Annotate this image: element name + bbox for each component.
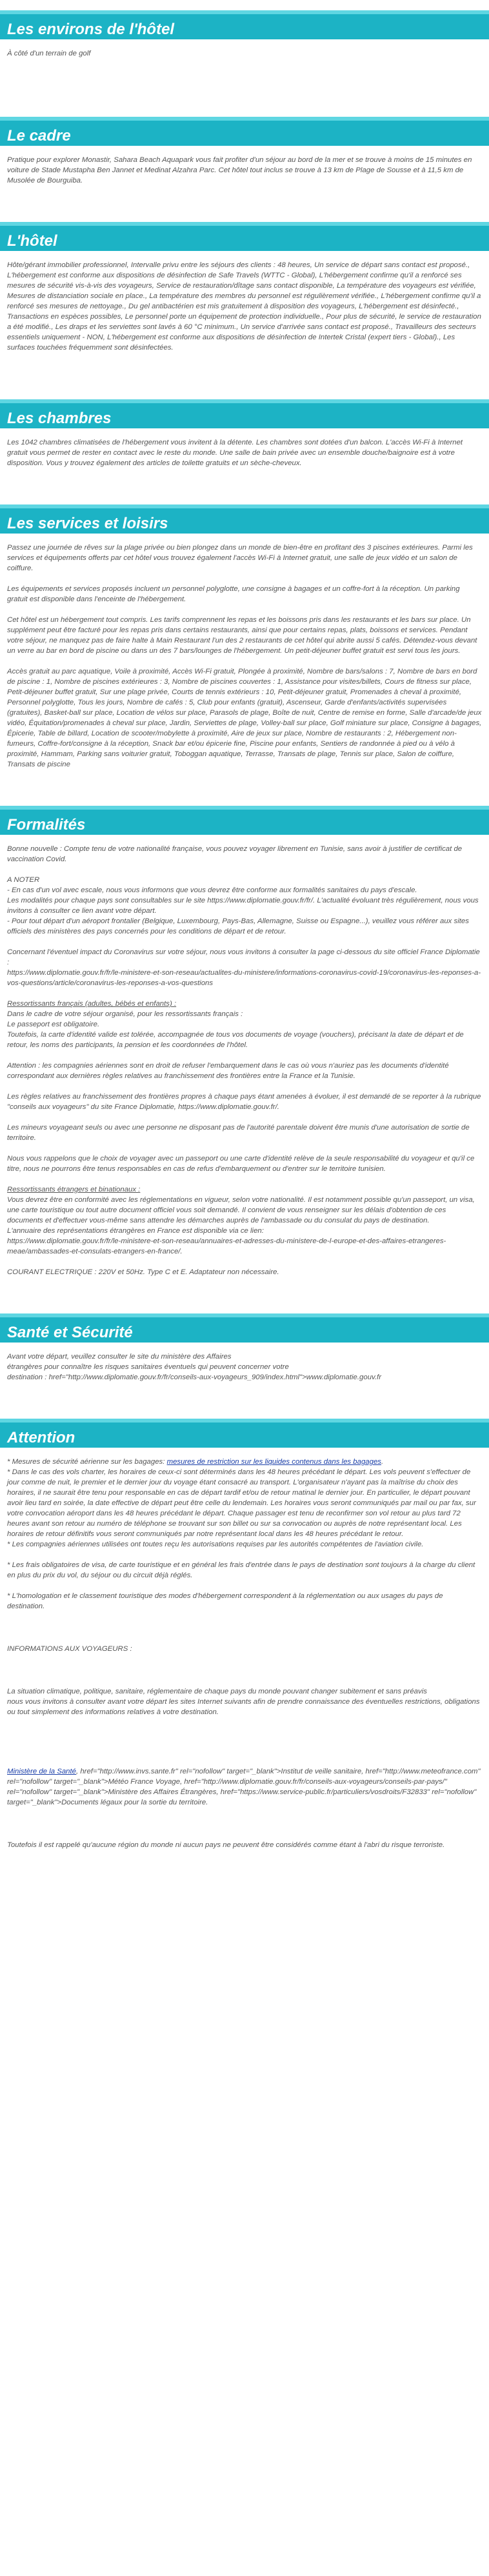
formalites-attention: Attention : les compagnies aériennes sont en droit de refuser l'embarquement dans le cas où vous n'auriez pas les documents d'identité correspondant aux dernières règles relatives au franchissement des frontières entre la France et la Tunisie. bbox=[7, 1062, 449, 1080]
chambres-text: Les 1042 chambres climatisées de l'hébergement vous invitent à la détente. Les chambres sont dotées d'un balcon. L'accès Wi-Fi à Internet gratuit vous permet de rester en contact avec le reste du monde. Une salle de bain privée avec un ensemble douche/baignoire est à votre disposition. Vous y trouvez également des articles de toilette gratuits et un sèche-cheveux. bbox=[7, 439, 463, 467]
health-ministry-link[interactable]: Ministère de la Santé bbox=[7, 1768, 77, 1775]
formalites-foreign-text: Vous devrez être en conformité avec les réglementations en vigueur, selon votre nationalité. Il est notamment possible qu'un passeport, un visa, une carte touristique ou tout autre document officiel vous soit demandé. Il convient de vous renseigner sur les délais d'obtention de ces documents et d'effectuer vous-même sans attendre les démarches auprès de l'ambassade ou du consulat du pays de destination. L'annuaire des représentations étrangères en France est disponible via ce lien: https://www.diplomatie.gouv.fr/fr/le-ministere-et-son-reseau/annuaires-et-adresses-du-ministere-de-l-europe-et-des-affaires-etrangeres-meae/ambassades-et-consulats-etrangers-en-france/. bbox=[7, 1196, 475, 1255]
formalites-coronavirus: Concernant l'éventuel impact du Coronavirus sur votre séjour, nous vous invitons à consulter la page ci-dessous du site officiel France Diplomatie : https://www.diplomatie.gouv.fr/fr/le-ministere-et-son-reseau/actualites-du-ministere/informations-coronavirus-covid-19/coronavirus-les-reponses-a-vos-questions/article/coronavirus-les-reponses-a-vos-questions bbox=[7, 948, 481, 987]
formalites-rules: Les règles relatives au franchissement des frontières propres à chaque pays étant amenées à évoluer, il est demandé de se reporter à la rubrique "conseils aux voyageurs" du site France Diplomatie, https://www.diplomatie.gouv.fr/. bbox=[7, 1093, 481, 1111]
attention-visa: * Les frais obligatoires de visa, de carte touristique et en général les frais d'entrée dans le pays de destination sont toujours à la charge du client en plus du prix du vol, du séjour ou du circuit déjà réglés. bbox=[7, 1561, 475, 1579]
section-title: Les chambres bbox=[0, 399, 489, 428]
section-environs bbox=[0, 10, 489, 95]
section-title: Le cadre bbox=[0, 117, 489, 146]
section-title: Les services et loisirs bbox=[0, 504, 489, 534]
section-cadre bbox=[0, 117, 489, 222]
services-equipment: Les équipements et services proposés incluent un personnel polyglotte, une consigne à bagages et un coffre-fort à la réception. Un parking gratuit est disponible dans l'enceinte de l'hébergement. bbox=[7, 585, 460, 603]
section-title: Formalités bbox=[0, 806, 489, 835]
services-all-inclusive: Cet hôtel est un hébergement tout compris. Les tarifs comprennent les repas et les boissons pris dans les restaurants et les bars sur place. Un supplément peut être facturé pour les repas pris dans certains restaurants, ainsi que pour certains repas, plats, boissons et services. Pendant votre séjour, ne manquez pas de faire halte à Main Restaurant l'un des 2 restaurants de cet hôtel qui abrite aussi 5 cafés. Détendez-vous devant un verre au bar en bord de piscine ou dans un des 7 bars/lounges de l'hébergement. Un petit-déjeuner buffet gratuit est servi tous les jours. bbox=[7, 616, 477, 655]
attention-prefix: * Mesures de sécurité aérienne sur les bagages: bbox=[7, 1458, 167, 1466]
section-title: Santé et Sécurité bbox=[0, 1313, 489, 1343]
formalites-foreign-title: Ressortissants étrangers et binationaux : bbox=[7, 1186, 141, 1193]
environs-text: À côté d'un terrain de golf bbox=[7, 50, 91, 57]
formalites-minors: Les mineurs voyageant seuls ou avec une personne ne disposant pas de l'autorité parentale doivent être munis d'une autorisation de sortie de territoire. bbox=[7, 1124, 470, 1142]
formalites-good-news: Bonne nouvelle : Compte tenu de votre nationalité française, vous pouvez voyager librement en Tunisie, sans avoir à justifier de certificat de vaccination Covid. bbox=[7, 845, 463, 863]
attention-homologation: * L'homologation et le classement touristique des modes d'hébergement correspondent à la réglementation ou aux usages du pays de destination. bbox=[7, 1592, 443, 1610]
section-attention bbox=[0, 1419, 489, 1886]
section-title: Les environs de l'hôtel bbox=[0, 10, 489, 39]
section-title: Attention bbox=[0, 1419, 489, 1448]
attention-links bbox=[7, 1766, 482, 1808]
cadre-text: Pratique pour explorer Monastir, Sahara Beach Aquapark vous fait profiter d'un séjour au bord de la mer et se trouve à moins de 15 minutes en voiture de Stade Mustapha Ben Jannet et Medinat Alzahra Parc. Cet hôtel tout inclus se trouve à 13 km de Plage de Sousse et à 11,5 km de Musolée de Bourguiba. bbox=[7, 156, 472, 185]
attention-flights-text: . * Dans le cas des vols charter, les horaires de ceux-ci sont déterminés dans les 48 heures précédant le départ. Les vols peuvent s'effectuer de jour comme de nuit, le premier et le dernier jour du voyage étant consacré au transport. L'organisateur n'ayant pas la maîtrise du choix des horaires, il ne saurait être tenu pour responsable en cas de départ tardif et/ou de retour matinal le dernier jour. En particulier, le départ pouvant avoir lieu tard en soirée, la date effective de départ peut être celle du lendemain. Les horaires vous seront communiqués par mail ou par fax, sur votre convocation aéroport dans les 48 heures précédant le départ. Chaque passager est tenu de reconfirmer son vol retour au plus tard 72 heures avant son retour au numéro de téléphone se trouvant sur son billet ou sur sa convocation ou auprès de notre représentant local. Les horaires de retour définitifs vous seront communiqués par notre représentant local dans les 48 heures précédant le retour. * Les compagnies aériennes utilisées ont toutes reçu les autorisations requises par les autorités compétentes de l'aviation civile. bbox=[7, 1458, 476, 1548]
attention-terrorism: Toutefois il est rappelé qu'aucune région du monde ni aucun pays ne peuvent être considérés comme étant à l'abri du risque terroriste. bbox=[7, 1841, 445, 1849]
section-formalites bbox=[0, 806, 489, 1313]
section-title: L'hôtel bbox=[0, 222, 489, 251]
formalites-french-text: Dans le cadre de votre séjour organisé, pour les ressortissants français : Le passeport est obligatoire. Toutefois, la carte d'identité valide est tolérée, accompagnée de tous vos documents de voyage (vouchers), précisant la date de départ et de retour, les noms des participants, la pension et les coordonnées de l'hôtel. bbox=[7, 1010, 464, 1049]
sante-text: Avant votre départ, veuillez consulter le site du ministère des Affaires étrangères pour connaître les risques sanitaires éventuels qui peuvent concerner votre destination : href="http://www.diplomatie.gouv.fr/fr/conseils-aux-voyageurs_909/index.html">www.diplomatie.gouv.fr bbox=[7, 1353, 382, 1381]
formalites-french-title: Ressortissants français (adultes, bébés et enfants) : bbox=[7, 1000, 177, 1008]
section-sante bbox=[0, 1313, 489, 1419]
attention-flights bbox=[7, 1457, 482, 1550]
attention-info-heading: INFORMATIONS AUX VOYAGEURS : bbox=[7, 1645, 132, 1653]
formalites-electric: COURANT ELECTRIQUE : 220V et 50Hz. Type C et E. Adaptateur non nécessaire. bbox=[7, 1268, 279, 1276]
services-list: Accès gratuit au parc aquatique, Voile à proximité, Accès Wi-Fi gratuit, Plongée à proximité, Nombre de bars/salons : 7, Nombre de bars en bord de piscine : 1, Nombre de piscines extérieures : 3, Nombre de piscines couvertes : 1, Assistance pour visites/billets, Cours de fitness sur place, Petit-déjeuner buffet gratuit, Sur une plage privée, Courts de tennis extérieurs : 10, Petit-déjeuner gratuit, Promenades à cheval à proximité, Personnel polyglotte, Tous les jours, Nombre de cafés : 5, Club pour enfants (gratuit), Ascenseur, Garde d'enfants/activités supervisées (gratuites), Basket-ball sur place, Location de vélos sur place, Parasols de plage, Boîte de nuit, Centre de remise en forme, Salle d'arcade/de jeux vidéo, Équitation/promenades à cheval sur place, Jardin, Serviettes de plage, Volley-ball sur place, Golf miniature sur place, Consigne à bagages, Épicerie, Table de billard, Location de scooter/mobylette à proximité, Aire de jeux sur place, Nombre de restaurants : 2, Hébergement non-fumeurs, Coffre-fort/consigne à la réception, Snack bar et/ou épicerie fine, Piscine pour enfants, Sentiers de randonnée à pied ou à vélo à proximité, Hammam, Parking sans voiturier gratuit, Toboggan aquatique, Terrasse, Transats de plage, Tennis sur place, Salon de coiffure, Transats de piscine bbox=[7, 668, 482, 768]
formalites-note: A NOTER - En cas d'un vol avec escale, nous vous informons que vous devrez être conforme aux formalités sanitaires du pays d'escale. Les modalités pour chaque pays sont consultables sur le site https://www.diplomatie.gouv.fr/fr/. L'actualité évoluant très régulièrement, nous vous invitons à consulter ce lien avant votre départ. - Pour tout départ d'un aéroport frontalier (Belgique, Luxembourg, Pays-Bas, Allemagne, Suisse ou Espagne...), veuillez vous référer aux sites officiels des ministères des pays concernés pour les conditions de départ et de retour. bbox=[7, 876, 479, 935]
section-hotel bbox=[0, 222, 489, 389]
attention-climate: La situation climatique, politique, sanitaire, réglementaire de chaque pays du monde pouvant changer subitement et sans préavis nous vous invitons à consulter avant votre départ les sites Internet suivants afin de prendre connaissance des éventuelles restrictions, obligations ou tout simplement des informations relatives à votre destination. bbox=[7, 1688, 480, 1716]
formalites-reminder: Nous vous rappelons que le choix de voyager avec un passeport ou une carte d'identité relève de la seule responsabilité du voyageur et qu'il ce titre, nous ne pourrons être tenus responsables en cas de refus d'embarquement ou d'entrer sur le territoire tunisien. bbox=[7, 1155, 475, 1173]
services-intro: Passez une journée de rêves sur la plage privée ou bien plongez dans un monde de bien-être en profitant des 3 piscines extérieures. Parmi les services et équipements offerts par cet hôtel vous trouvez également l'accès Wi-Fi à Internet gratuit, une salle de jeux vidéo et un salon de coiffure. bbox=[7, 544, 473, 572]
attention-links-text: , href="http://www.invs.sante.fr" rel="nofollow" target="_blank">Institut de veille sanitaire, href="http://www.meteofrance.com" rel="nofollow" target="_blank">Météo France Voyage, href="http://www.diplomatie.gouv.fr/fr/conseils-aux-voyageurs/conseils-par-pays/" rel="nofollow" target="_blank">Ministère des Affaires Étrangères, href="https://www.service-public.fr/particuliers/vosdroits/F32833" rel="nofollow" target="_blank">Documents légaux pour la sortie du territoire. bbox=[7, 1768, 481, 1806]
section-chambres bbox=[0, 399, 489, 504]
liquids-restriction-link[interactable]: mesures de restriction sur les liquides contenus dans les bagages bbox=[166, 1458, 381, 1466]
hotel-text: Hôte/gérant immobilier professionnel, Intervalle privu entre les séjours des clients : 48 heures, Un service de départ sans contact est proposé., L'hébergement est conforme aux dispositions de désinfection de Safe Travels (WTTC - Global), L'hébergement confirme qu'il a renforcé ses mesures de sécurité vis-à-vis des voyageurs, Service de restauration/dîtage sans contact disponible, La température des voyageurs est vérifiée, Mesures de distanciation sociale en place., La température des membres du personnel est régulièrement vérifiée., L'hébergement confirme qu'il a renforcé ses mesures de nettoyage., Du gel antibactérien est mis gratuitement à disposition des voyageurs, L'hébergement est désinfecté., Transactions en espèces possibles, Le personnel porte un équipement de protection individuelle., Pour plus de sécurité, le service de restauration a été modifié., Les draps et les serviettes sont lavés à 60 °C minimum., Un service d'arrivée sans contact est proposé., Travailleurs des secteurs essentiels uniquement - NON, L'hébergement est conforme aux dispositions de désinfection de Intertek Cristal (expert tiers - Global)., Les surfaces touchées fréquemment sont désinfectées. bbox=[7, 261, 481, 352]
section-services bbox=[0, 504, 489, 806]
